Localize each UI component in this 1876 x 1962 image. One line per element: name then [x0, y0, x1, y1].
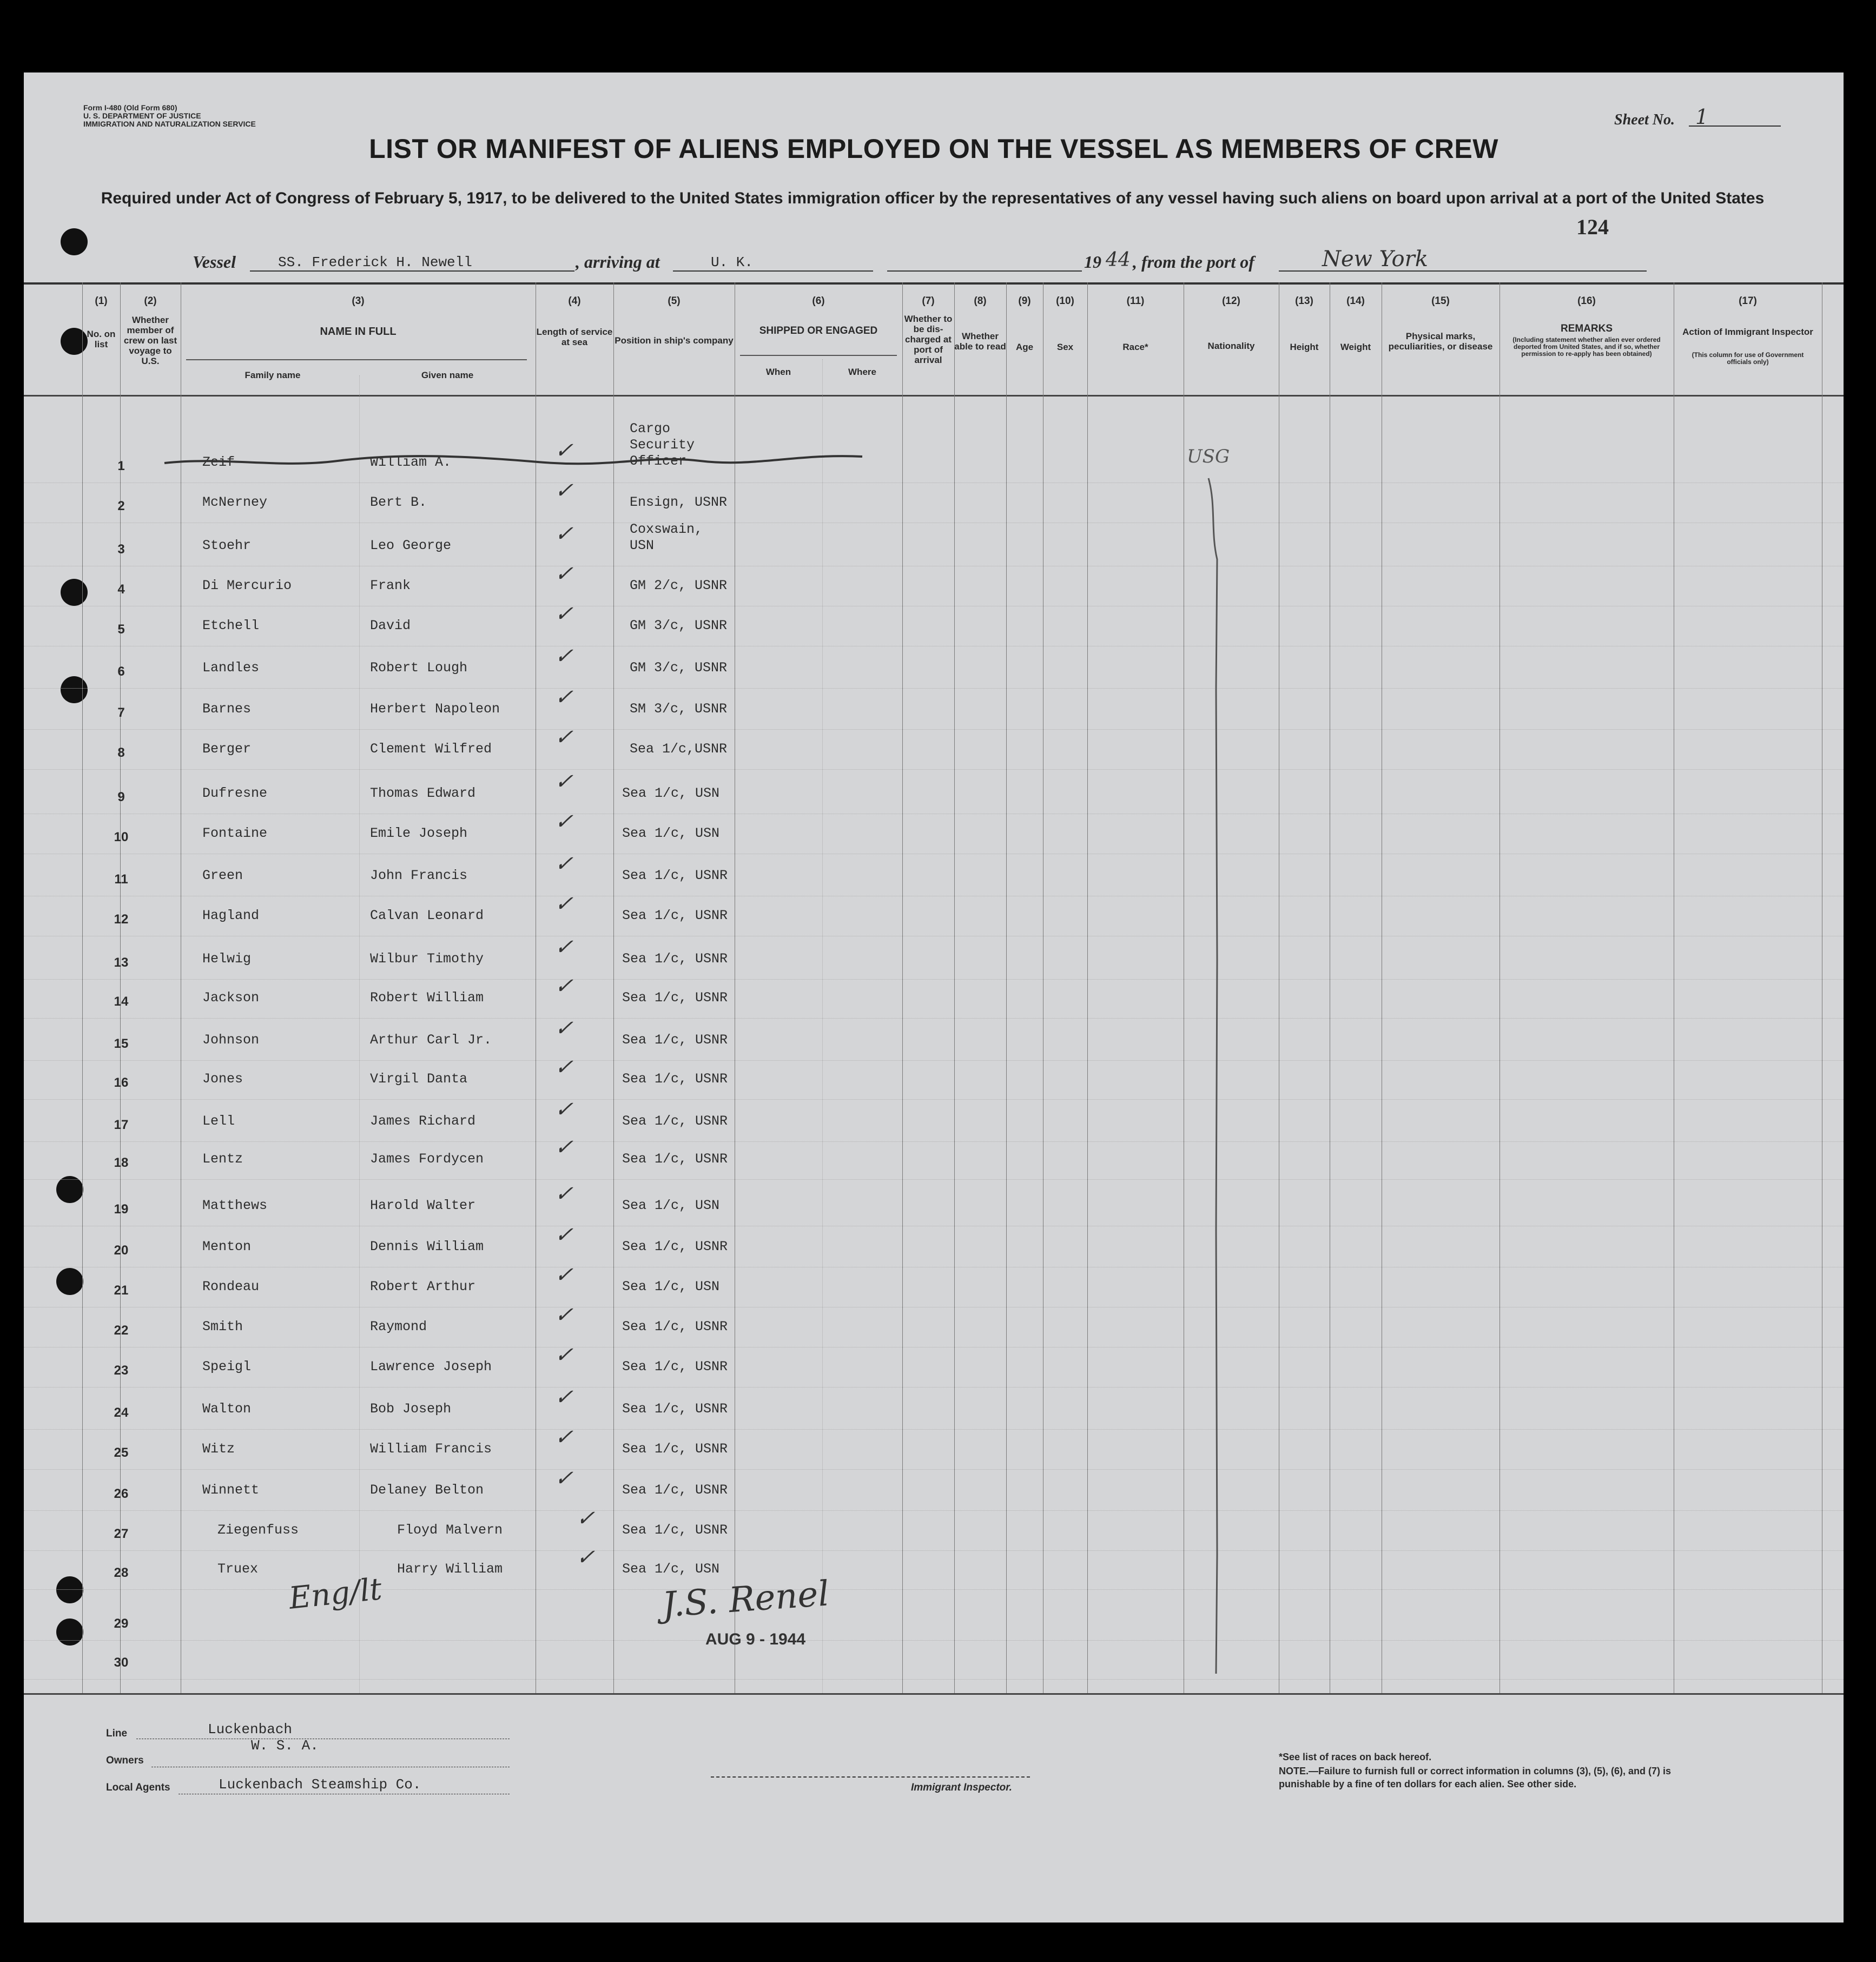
family-name: Lentz [202, 1151, 243, 1167]
family-name: Smith [202, 1319, 243, 1335]
family-name: Lell [202, 1113, 235, 1129]
header-physical: Physical marks, peculiarities, or disease [1388, 331, 1493, 352]
row-number: 26 [114, 1487, 129, 1501]
position: Sea 1/c, USN [622, 1561, 720, 1577]
position: GM 3/c, USNR [630, 618, 728, 633]
given-name: John Francis [370, 868, 468, 883]
given-name: William A. [370, 454, 452, 470]
service-check-mark: ✓ [552, 1016, 579, 1041]
row-number: 1 [117, 459, 125, 473]
given-name: Robert Arthur [370, 1279, 476, 1294]
row-number: 19 [114, 1202, 129, 1217]
position: Sea 1/c, USNR [622, 1071, 728, 1087]
arriving-label: , arriving at [576, 252, 660, 272]
row-number: 22 [114, 1323, 129, 1338]
row-number: 13 [114, 955, 129, 970]
row-number: 11 [114, 872, 128, 887]
header-when: When [765, 367, 791, 377]
manifest-sheet [24, 72, 1844, 1923]
given-name: David [370, 618, 411, 633]
col-num: (6) [812, 295, 825, 307]
service-check-mark: ✓ [552, 1466, 579, 1491]
service-check-mark: ✓ [552, 602, 579, 626]
col-num: (8) [974, 295, 987, 307]
header-whether-member: Whether member of crew on last voyage to U.S. [123, 315, 177, 366]
header-remarks: REMARKS [1560, 323, 1613, 334]
given-name: Dennis William [370, 1239, 484, 1254]
header-remarks-note: (Including statement whether alien ever ordered deported from United States, and if so, whether permission to re-apply has been obtained) [1512, 336, 1661, 358]
family-name: Zeif [202, 454, 235, 470]
given-name: Thomas Edward [370, 785, 476, 801]
header-race: Race* [1122, 342, 1148, 352]
service-check-mark: ✓ [552, 685, 579, 710]
given-name: Arthur Carl Jr. [370, 1032, 492, 1048]
row-number: 30 [114, 1655, 129, 1670]
position: Sea 1/c, USNR [622, 1319, 728, 1335]
position: Sea 1/c, USN [622, 1198, 720, 1213]
row-number: 25 [114, 1445, 129, 1460]
from-port: New York [1322, 247, 1428, 272]
punch-hole [61, 228, 88, 255]
row-divider [24, 1387, 1844, 1388]
row-number: 28 [114, 1565, 129, 1580]
given-name: Harold Walter [370, 1198, 476, 1213]
header-position: Position in ship's company [615, 335, 734, 346]
strike-through-row-1 [159, 440, 873, 473]
service-check-mark: ✓ [552, 1181, 579, 1206]
row-number: 21 [114, 1283, 129, 1298]
family-name: McNerney [202, 494, 268, 510]
position: Sea 1/c,USNR [630, 741, 728, 757]
form-id-block [83, 104, 256, 128]
service-check-mark: ✓ [552, 1223, 579, 1247]
position: Sea 1/c, USN [622, 825, 720, 841]
service-check-mark: ✓ [574, 1506, 600, 1531]
header-given-name: Given name [421, 370, 474, 380]
family-name: Ziegenfuss [217, 1522, 299, 1538]
position: Sea 1/c, USNR [622, 990, 728, 1006]
given-name: Wilbur Timothy [370, 951, 484, 967]
service-check-mark: ✓ [552, 521, 579, 546]
family-name: Dufresne [202, 785, 268, 801]
footer-owners-label: Owners [106, 1755, 144, 1766]
row-number: 18 [114, 1155, 129, 1170]
position: Sea 1/c, USNR [622, 1482, 728, 1498]
service-check-mark: ✓ [552, 809, 579, 834]
row-divider [24, 979, 1844, 980]
nationality-bracket [1198, 473, 1230, 1679]
row-number: 27 [114, 1527, 129, 1541]
service-check-mark: ✓ [552, 974, 579, 999]
service: IMMIGRATION AND NATURALIZATION SERVICE [83, 120, 256, 128]
given-name: Bert B. [370, 494, 427, 510]
service-check-mark: ✓ [552, 478, 579, 503]
header-nationality: Nationality [1207, 341, 1255, 351]
service-check-mark: ✓ [552, 438, 579, 463]
family-name: Jackson [202, 990, 260, 1006]
service-check-mark: ✓ [552, 935, 579, 960]
col-num: (10) [1056, 295, 1074, 307]
family-name: Etchell [202, 618, 260, 633]
row-divider [24, 1640, 1844, 1641]
row-number: 16 [114, 1075, 129, 1090]
row-number: 12 [114, 912, 129, 927]
service-check-mark: ✓ [552, 1263, 579, 1287]
position: Sea 1/c, USNR [622, 1151, 728, 1167]
position: Sea 1/c, USNR [622, 1113, 728, 1129]
service-check-mark: ✓ [552, 725, 579, 750]
footer-line-value: Luckenbach [208, 1721, 293, 1738]
vessel-name: SS. Frederick H. Newell [278, 254, 472, 270]
footer-line-label: Line [106, 1728, 128, 1739]
family-name: Johnson [202, 1032, 260, 1048]
row-divider [24, 688, 1844, 689]
given-name: William Francis [370, 1441, 492, 1457]
service-check-mark: ✓ [552, 1343, 579, 1368]
header-sex: Sex [1056, 342, 1074, 352]
given-name: Calvan Leonard [370, 908, 484, 923]
family-name: Barnes [202, 701, 252, 717]
family-name: Green [202, 868, 243, 883]
row-number: 10 [114, 830, 129, 844]
position: Sea 1/c, USNR [622, 1032, 728, 1048]
position: Sea 1/c, USNR [622, 1359, 728, 1375]
service-check-mark: ✓ [552, 1055, 579, 1080]
signature-inspector: J.S. Renel [660, 1574, 831, 1626]
row-divider [24, 769, 1844, 770]
from-port-label: , from the port of [1133, 252, 1254, 272]
row-number: 7 [117, 705, 125, 720]
service-check-mark: ✓ [552, 1097, 579, 1122]
row-number: 2 [117, 499, 125, 513]
col-num: (13) [1295, 295, 1313, 307]
penalty-note: NOTE.—Failure to furnish full or correct information in columns (3), (5), (6), and (7) is punishable by a fine of ten dollars for each alien. See other side. [1279, 1766, 1672, 1789]
row-divider [24, 1141, 1844, 1142]
service-check-mark: ✓ [552, 851, 579, 876]
col-num: (12) [1222, 295, 1240, 307]
col-num: (17) [1739, 295, 1757, 307]
given-name: Robert William [370, 990, 484, 1006]
footer-agents-label: Local Agents [106, 1782, 170, 1793]
row-divider [24, 1060, 1844, 1061]
service-check-mark: ✓ [552, 1385, 579, 1410]
position: Sea 1/c, USN [622, 785, 720, 801]
position: Coxswain, USN [630, 521, 703, 553]
year-prefix: 19 [1084, 252, 1101, 272]
given-name: Leo George [370, 538, 452, 553]
family-name: Menton [202, 1239, 252, 1254]
given-name: Bob Joseph [370, 1401, 452, 1417]
given-name: Herbert Napoleon [370, 701, 500, 717]
service-check-mark: ✓ [574, 1545, 600, 1570]
department: U. S. DEPARTMENT OF JUSTICE [83, 111, 201, 120]
given-name: Floyd Malvern [397, 1522, 503, 1538]
date-stamp: AUG 9 - 1944 [705, 1630, 806, 1648]
col-num: (14) [1346, 295, 1365, 307]
header-action: Action of Immigrant Inspector [1682, 327, 1813, 337]
given-name: Emile Joseph [370, 825, 468, 841]
header-age: Age [1015, 342, 1034, 352]
row-number: 14 [114, 994, 129, 1009]
family-name: Berger [202, 741, 252, 757]
row-divider [24, 1099, 1844, 1100]
sheet-number: 1 [1695, 105, 1709, 129]
punch-hole [61, 579, 88, 606]
family-name: Winnett [202, 1482, 260, 1498]
position: Sea 1/c, USNR [622, 1401, 728, 1417]
punch-hole [56, 1619, 83, 1646]
row-number: 17 [114, 1118, 129, 1132]
row-divider [24, 1510, 1844, 1511]
position: Sea 1/c, USNR [622, 868, 728, 883]
header-discharged: Whether to be dis-charged at port of arrival [904, 314, 953, 365]
page-title: LIST OR MANIFEST OF ALIENS EMPLOYED ON THE VESSEL AS MEMBERS OF CREW [369, 134, 1498, 164]
punch-hole [61, 676, 88, 703]
header-shipped: SHIPPED OR ENGAGED [759, 325, 878, 336]
row-divider [24, 1018, 1844, 1019]
family-name: Witz [202, 1441, 235, 1457]
service-check-mark: ✓ [552, 891, 579, 916]
family-name: Fontaine [202, 825, 268, 841]
family-name: Di Mercurio [202, 578, 292, 593]
row-number: 9 [117, 790, 125, 804]
given-name: James Fordycen [370, 1151, 484, 1167]
given-name: Robert Lough [370, 660, 468, 676]
family-name: Rondeau [202, 1279, 260, 1294]
signature-left: Eng/lt [287, 1571, 384, 1616]
row-number: 15 [114, 1036, 129, 1051]
given-name: Delaney Belton [370, 1482, 484, 1498]
footer-agents-value: Luckenbach Steamship Co. [219, 1776, 421, 1793]
position: Sea 1/c, USNR [622, 908, 728, 923]
form-id: Form I-480 (Old Form 680) [83, 103, 177, 112]
page-subtitle: Required under Act of Congress of February 5, 1917, to be delivered to the United States immigration officer by the representatives of any vessel having such aliens on board upon arrival at a port of the United States [101, 189, 1765, 207]
service-check-mark: ✓ [552, 1303, 579, 1327]
position: Sea 1/c, USNR [622, 1441, 728, 1457]
service-check-mark: ✓ [552, 1425, 579, 1450]
row-number: 3 [117, 542, 125, 557]
service-check-mark: ✓ [552, 561, 579, 586]
col-num: (11) [1126, 295, 1145, 307]
position: GM 3/c, USNR [630, 660, 728, 676]
punch-hole [56, 1576, 83, 1603]
service-check-mark: ✓ [552, 1135, 579, 1160]
position: Ensign, USNR [630, 494, 728, 510]
punch-hole [56, 1176, 83, 1203]
col-num: (7) [922, 295, 935, 307]
arriving-at: U. K. [711, 254, 754, 270]
races-note: *See list of races on back hereof. [1279, 1752, 1432, 1762]
header-name-in-full: NAME IN FULL [320, 326, 397, 338]
service-check-mark: ✓ [552, 644, 579, 669]
header-no-on-list: No. on list [87, 329, 116, 349]
family-name: Jones [202, 1071, 243, 1087]
stamp-number: 124 [1576, 215, 1609, 239]
header-able-read: Whether able to read [954, 331, 1006, 352]
col-num: (9) [1018, 295, 1031, 307]
vessel-label: Vessel [193, 252, 236, 272]
col-num: (3) [352, 295, 365, 307]
position: GM 2/c, USNR [630, 578, 728, 593]
header-action-note: (This column for use of Government officials only) [1692, 351, 1804, 366]
given-name: Frank [370, 578, 411, 593]
row-number: 6 [117, 664, 125, 679]
col-num: (16) [1577, 295, 1596, 307]
given-name: Raymond [370, 1319, 427, 1335]
position: Cargo Security Officer [630, 421, 695, 469]
given-name: Harry William [397, 1561, 503, 1577]
row-divider [24, 1469, 1844, 1470]
family-name: Hagland [202, 908, 260, 923]
row-divider [24, 1429, 1844, 1430]
header-length-service: Length of service at sea [536, 327, 613, 347]
immigrant-inspector-label: Immigrant Inspector. [911, 1782, 1012, 1793]
position: Sea 1/c, USN [622, 1279, 720, 1294]
header-family-name: Family name [245, 370, 301, 380]
year-suffix: 44 [1106, 249, 1131, 271]
row-number: 24 [114, 1405, 129, 1420]
given-name: Clement Wilfred [370, 741, 492, 757]
position: SM 3/c, USNR [630, 701, 728, 717]
col-num: (1) [95, 295, 108, 307]
row-number: 20 [114, 1243, 129, 1258]
header-weight: Weight [1340, 342, 1371, 352]
row-divider [24, 1550, 1844, 1551]
row-number: 5 [117, 622, 125, 637]
row-divider [24, 1179, 1844, 1180]
given-name: Virgil Danta [370, 1071, 468, 1087]
row-number: 8 [117, 745, 125, 760]
family-name: Truex [217, 1561, 259, 1577]
position: Sea 1/c, USNR [622, 1522, 728, 1538]
row-divider [24, 1679, 1844, 1680]
row-number: 23 [114, 1363, 129, 1378]
position: Sea 1/c, USNR [622, 951, 728, 967]
punch-hole [56, 1268, 83, 1295]
header-where: Where [848, 367, 876, 377]
family-name: Landles [202, 660, 260, 676]
col-num: (2) [144, 295, 157, 307]
family-name: Walton [202, 1401, 252, 1417]
col-num: (15) [1431, 295, 1450, 307]
sheet-label: Sheet No. [1614, 111, 1675, 128]
family-name: Helwig [202, 951, 252, 967]
col-num: (4) [568, 295, 581, 307]
row-number: 29 [114, 1616, 129, 1631]
family-name: Stoehr [202, 538, 252, 553]
row-divider [24, 729, 1844, 730]
row-number: 4 [117, 582, 125, 597]
family-name: Speigl [202, 1359, 252, 1375]
nationality-annotation: USG [1187, 446, 1230, 467]
col-num: (5) [668, 295, 681, 307]
position: Sea 1/c, USNR [622, 1239, 728, 1254]
footer-owners-value: W. S. A. [251, 1738, 319, 1754]
family-name: Matthews [202, 1198, 268, 1213]
header-height: Height [1290, 342, 1319, 352]
given-name: James Richard [370, 1113, 476, 1129]
service-check-mark: ✓ [552, 769, 579, 794]
given-name: Lawrence Joseph [370, 1359, 492, 1375]
